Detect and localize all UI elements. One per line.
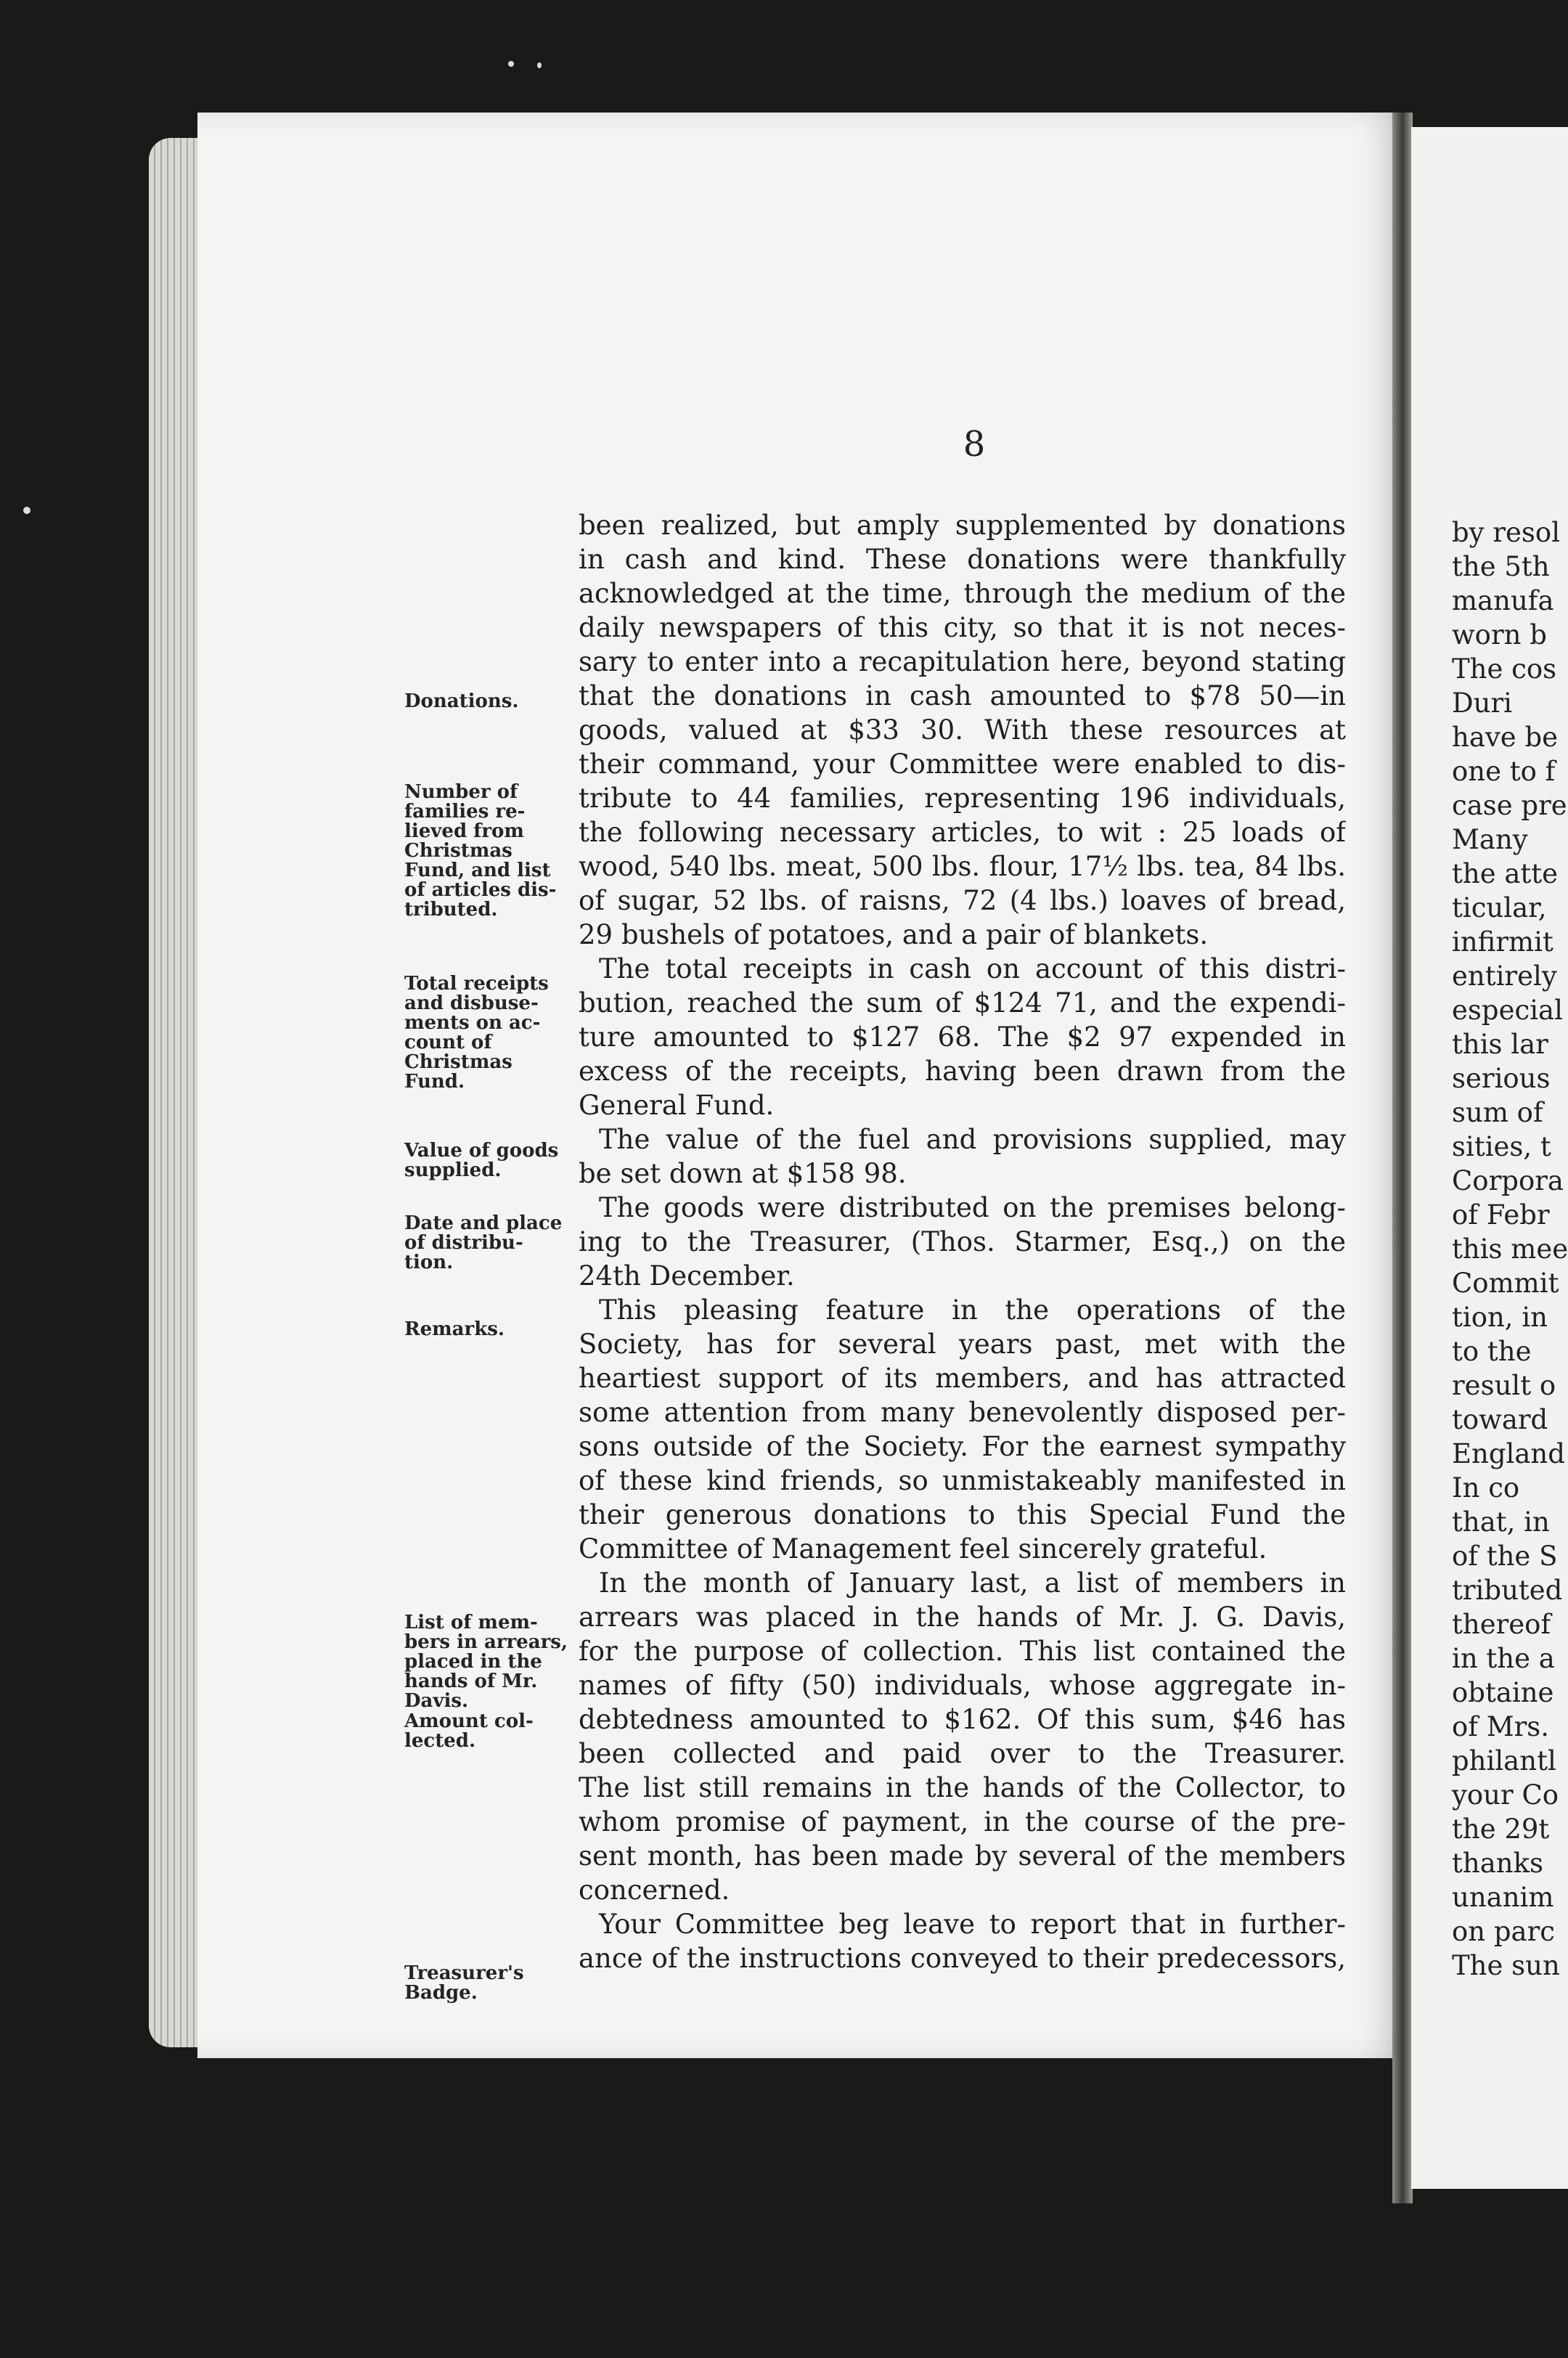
facing-text-line: sum of xyxy=(1452,1097,1543,1128)
text-line: excess of the receipts, having been drawn from the xyxy=(579,1056,1346,1087)
facing-text-line: by resol xyxy=(1452,517,1561,548)
text-line: The list still remains in the hands of the Collector, to xyxy=(579,1772,1346,1803)
text-line: wood, 540 lbs. meat, 500 lbs. flour, 17½ lbs. tea, 84 lbs. xyxy=(579,851,1346,882)
facing-text-line: tributed xyxy=(1452,1575,1563,1606)
facing-text-line: thereof xyxy=(1452,1609,1551,1640)
text-line: ance of the instructions conveyed to their predecessors, xyxy=(579,1943,1346,1974)
facing-text-line: the 5th xyxy=(1452,551,1550,582)
facing-text-line: the 29t xyxy=(1452,1814,1550,1845)
facing-text-line: Duri xyxy=(1452,688,1513,719)
facing-text-line: sities, t xyxy=(1452,1131,1551,1162)
text-line: of sugar, 52 lbs. of raisns, 72 (4 lbs.) loaves of bread, xyxy=(579,885,1346,916)
text-line: concerned. xyxy=(579,1874,730,1906)
text-line: arrears was placed in the hands of Mr. J. G. Davis, xyxy=(579,1602,1346,1633)
text-line: been realized, but amply supplemented by donations xyxy=(579,510,1346,541)
facing-text-line: ticular, xyxy=(1452,892,1547,923)
facing-text-line: unanim xyxy=(1452,1882,1554,1913)
marginal-note-arrears: List of mem- bers in arrears, placed in the hands of Mr. Davis. xyxy=(404,1612,568,1712)
text-line: for the purpose of collection. This list contained the xyxy=(579,1636,1346,1667)
facing-text-line: infirmit xyxy=(1452,926,1553,958)
facing-text-line: this mee xyxy=(1452,1233,1568,1265)
facing-text-line: tion, in xyxy=(1452,1302,1548,1333)
facing-text-line: in the a xyxy=(1452,1643,1555,1674)
text-line: sent month, has been made by several of the members xyxy=(579,1840,1346,1872)
facing-text-line: In co xyxy=(1452,1472,1520,1504)
text-line: of these kind friends, so unmistakeably manifested in xyxy=(579,1465,1346,1496)
text-line: some attention from many benevolently disposed per- xyxy=(579,1397,1346,1428)
facing-text-line: England xyxy=(1452,1438,1565,1469)
text-line: debtedness amounted to $162. Of this sum, $46 has xyxy=(579,1704,1346,1735)
text-line: 29 bushels of potatoes, and a pair of blankets. xyxy=(579,919,1209,950)
text-line: names of fifty (50) individuals, whose aggregate in- xyxy=(579,1670,1346,1701)
marginal-note-donations: Donations. xyxy=(404,690,519,712)
facing-text-line: one to f xyxy=(1452,756,1556,787)
text-line: their generous donations to this Special Fund the xyxy=(579,1499,1346,1530)
facing-text-line: manufa xyxy=(1452,585,1554,616)
text-line: bution, reached the sum of $124 71, and the expendi- xyxy=(579,987,1346,1019)
text-line: whom promise of payment, in the course of the pre- xyxy=(579,1806,1346,1837)
marginal-note-badge: Treasurer's Badge. xyxy=(404,1962,524,2004)
text-line: been collected and paid over to the Treasurer. xyxy=(579,1738,1346,1769)
facing-text-line: The sun xyxy=(1452,1950,1560,1981)
text-line: sons outside of the Society. For the earnest sympathy xyxy=(579,1431,1346,1462)
facing-text-line: The cos xyxy=(1452,653,1557,685)
facing-text-line: toward xyxy=(1452,1404,1548,1435)
text-line: General Fund. xyxy=(579,1090,775,1121)
book-gutter xyxy=(1392,113,1413,2203)
facing-text-line: of Mrs. xyxy=(1452,1711,1550,1742)
text-line: The value of the fuel and provisions supplied, may xyxy=(599,1124,1346,1155)
dust-speck xyxy=(23,507,30,514)
marginal-note-value: Value of goods supplied. xyxy=(404,1140,559,1181)
text-line: daily newspapers of this city, so that it is not neces- xyxy=(579,612,1346,643)
text-line: in cash and kind. These donations were thankfully xyxy=(579,544,1346,575)
text-line: ture amounted to $127 68. The $2 97 expended in xyxy=(579,1021,1346,1053)
text-line: The total receipts in cash on account of this distri- xyxy=(599,953,1346,984)
text-line: be set down at $158 98. xyxy=(579,1158,907,1189)
marginal-note-date: Date and place of distribu- tion. xyxy=(404,1212,563,1273)
facing-text-line: especial xyxy=(1452,995,1563,1026)
facing-text-line: your Co xyxy=(1452,1779,1559,1811)
page-number: 8 xyxy=(963,424,986,465)
text-line: Society, has for several years past, met with the xyxy=(579,1329,1346,1360)
text-line: sary to enter into a recapitulation here, beyond stating xyxy=(579,646,1346,677)
facing-text-line: entirely xyxy=(1452,960,1557,992)
text-line: ing to the Treasurer, (Thos. Starmer, Esq.,) on the xyxy=(579,1226,1346,1257)
facing-page-text xyxy=(1452,515,1568,1983)
text-line: goods, valued at $33 30. With these resources at xyxy=(579,714,1346,746)
text-line: This pleasing feature in the operations of the xyxy=(599,1294,1346,1326)
facing-text-line: serious xyxy=(1452,1063,1551,1094)
facing-text-line: of the S xyxy=(1452,1541,1558,1572)
marginal-note-receipts: Total receipts and disbuse- ments on ac- count of Christmas Fund. xyxy=(404,973,549,1093)
facing-text-line: Corpora xyxy=(1452,1165,1564,1196)
facing-text-line: on parc xyxy=(1452,1916,1556,1947)
dust-speck xyxy=(537,62,542,68)
facing-text-line: this lar xyxy=(1452,1029,1548,1060)
marginal-note-families: Number of families re- lieved from Christmas Fund, and list of articles dis- tributed. xyxy=(404,781,557,921)
text-line: that the donations in cash amounted to $78 50—in xyxy=(579,680,1346,711)
facing-text-line: that, in xyxy=(1452,1506,1550,1538)
text-line: Your Committee beg leave to report that in further- xyxy=(599,1909,1346,1940)
facing-text-line: obtaine xyxy=(1452,1677,1554,1708)
dust-speck xyxy=(508,61,514,67)
marginal-note-remarks: Remarks. xyxy=(404,1318,505,1340)
facing-text-line: worn b xyxy=(1452,619,1547,650)
facing-text-line: thanks xyxy=(1452,1848,1543,1879)
facing-text-line: Commit xyxy=(1452,1268,1559,1299)
facing-text-line: have be xyxy=(1452,722,1559,753)
facing-text-line: Many xyxy=(1452,824,1528,855)
text-line: The goods were distributed on the premises belong- xyxy=(599,1192,1346,1223)
text-line: the following necessary articles, to wit : 25 loads of xyxy=(579,817,1346,848)
facing-text-line: result o xyxy=(1452,1370,1556,1401)
text-line: In the month of January last, a list of members in xyxy=(599,1567,1346,1599)
text-line: acknowledged at the time, through the medium of the xyxy=(579,578,1346,609)
facing-text-line: of Febr xyxy=(1452,1199,1550,1231)
text-line: their command, your Committee were enabled to dis- xyxy=(579,748,1346,780)
facing-text-line: the atte xyxy=(1452,858,1559,889)
facing-text-line: philantl xyxy=(1452,1745,1556,1776)
facing-text-line: to the xyxy=(1452,1336,1532,1367)
text-line: tribute to 44 families, representing 196 individuals, xyxy=(579,783,1346,814)
text-line: 24th December. xyxy=(579,1260,795,1292)
text-line: Committee of Management feel sincerely grateful. xyxy=(579,1533,1267,1564)
main-text-block xyxy=(579,508,1346,1975)
facing-text-line: case pre xyxy=(1452,790,1567,821)
marginal-note-amount: Amount col- lected. xyxy=(404,1710,534,1752)
text-line: heartiest support of its members, and has attracted xyxy=(579,1363,1346,1394)
